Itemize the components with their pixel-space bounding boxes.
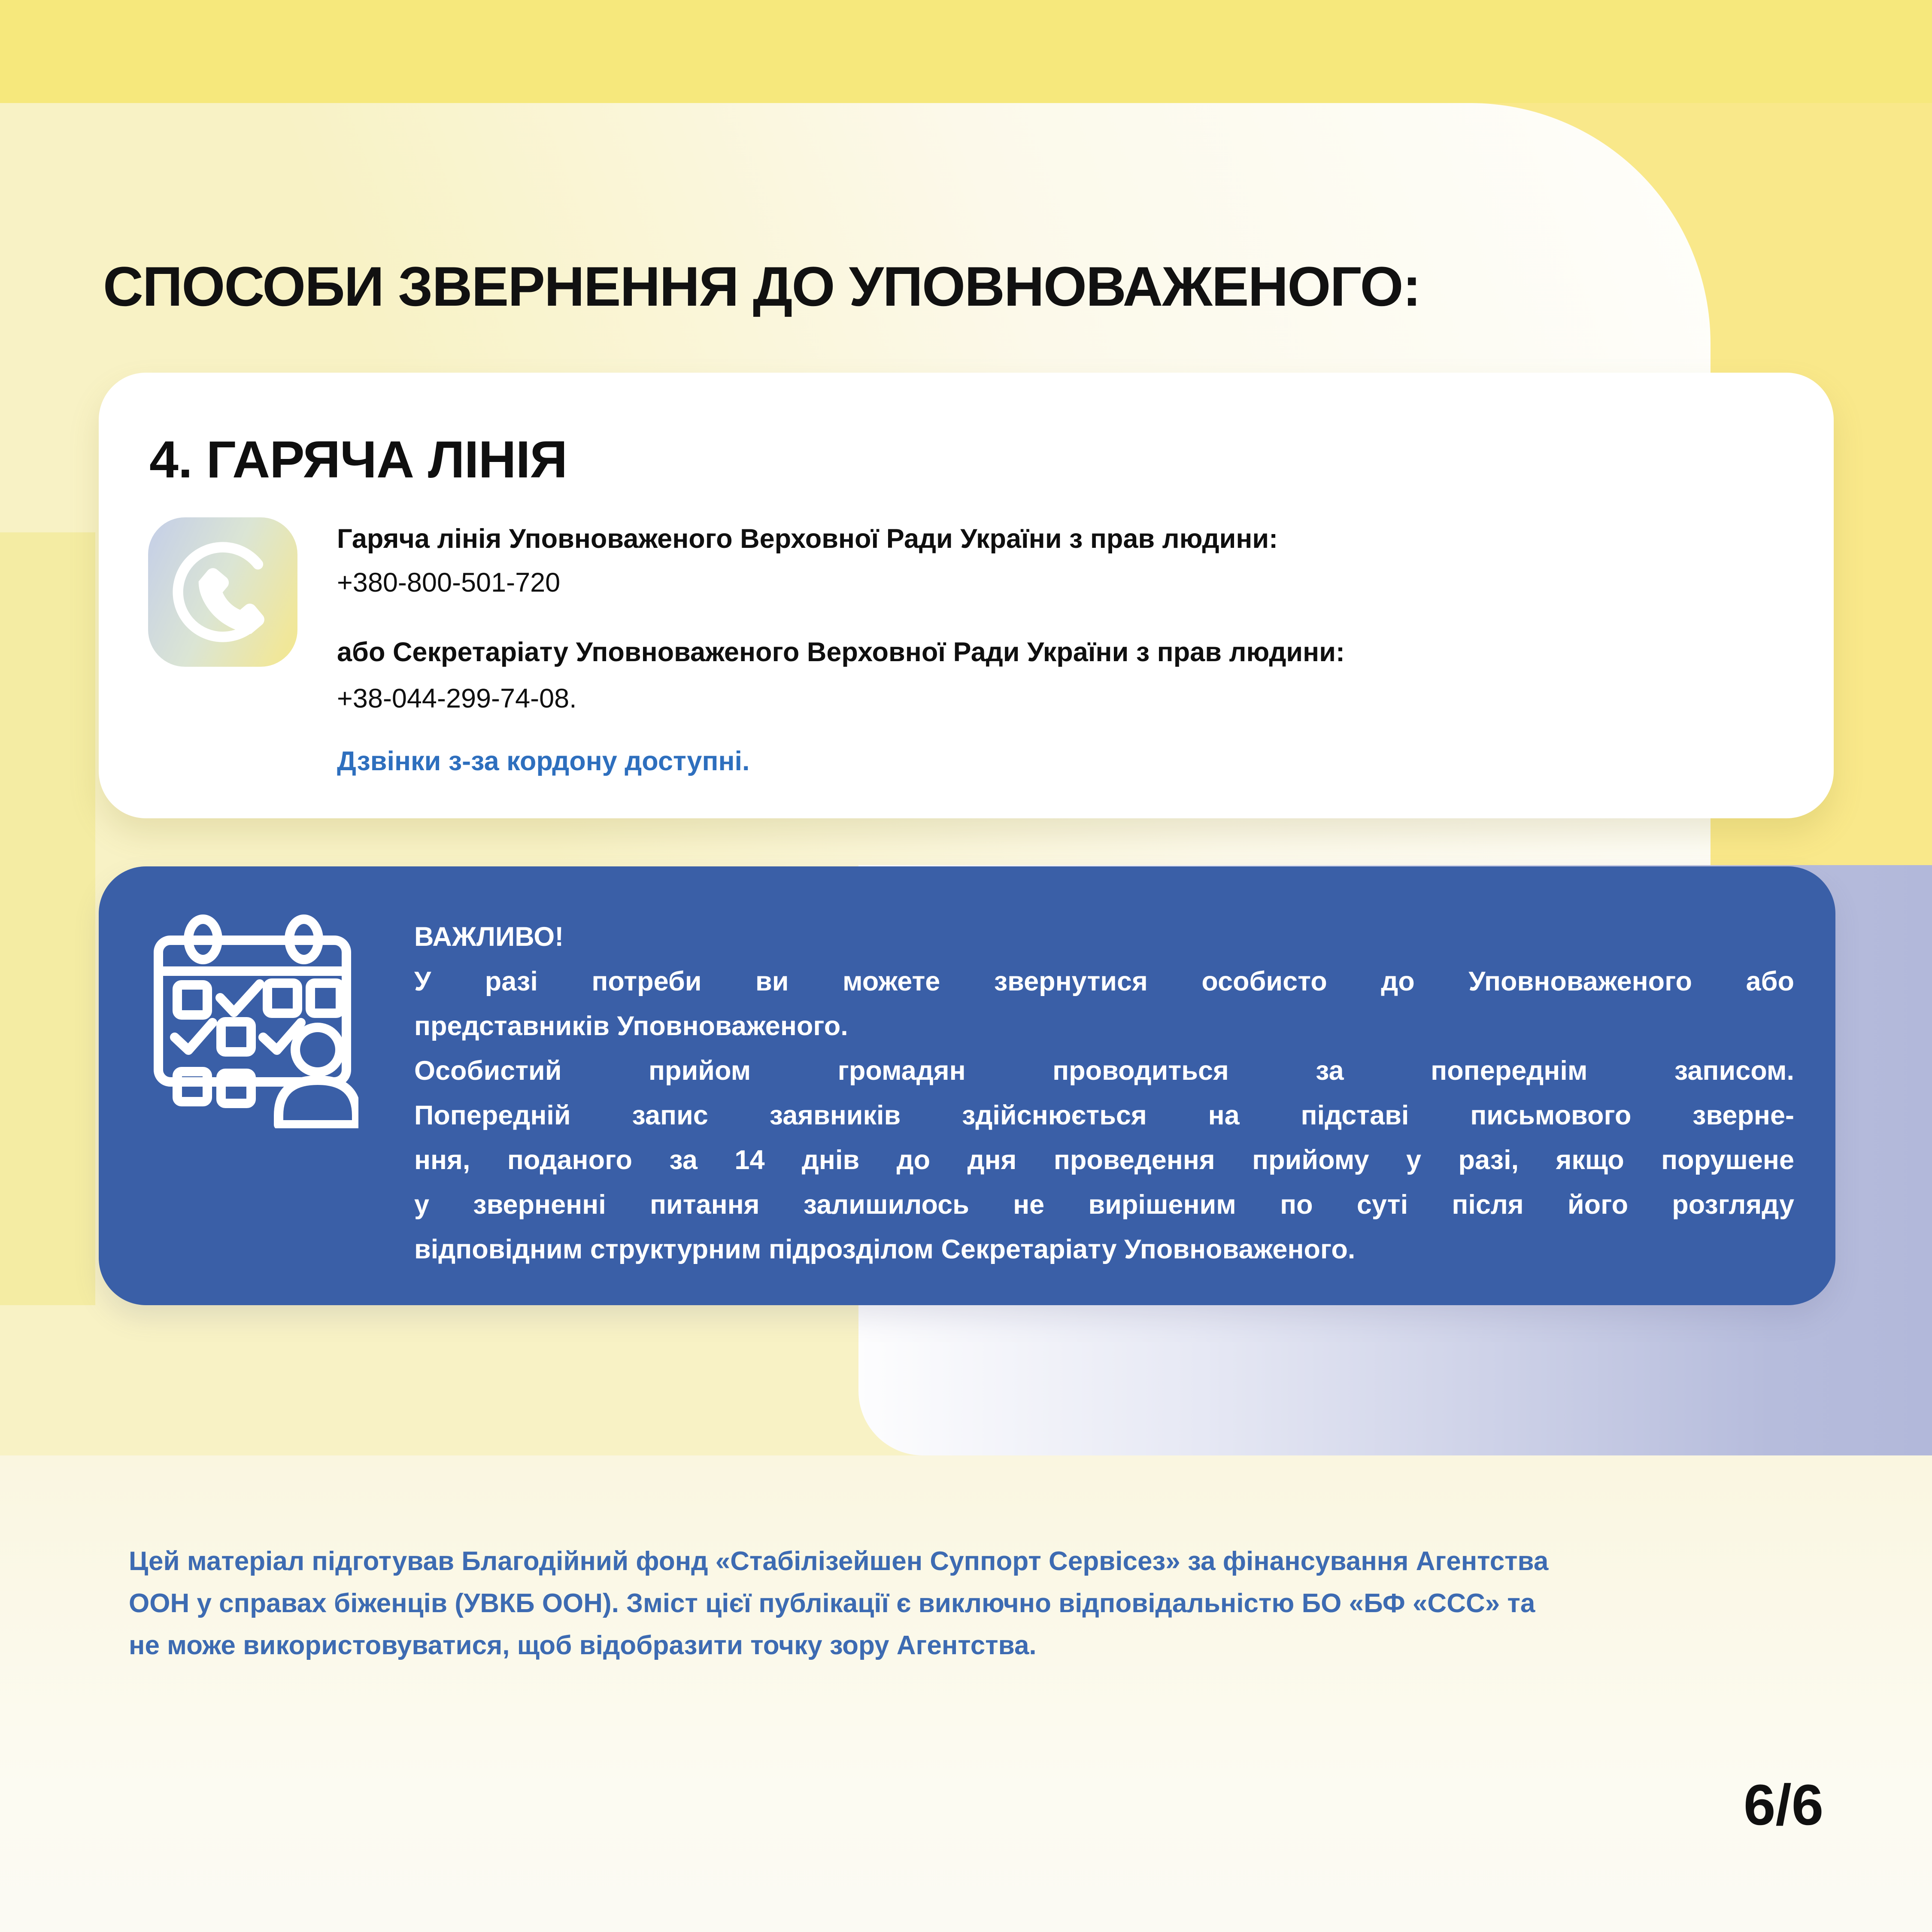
important-line-1: У разі потреби ви можете звернутися особисто до Уповноваженого або: [414, 966, 1794, 996]
important-line-7: відповідним структурним підрозділом Секретаріату Уповноваженого.: [414, 1234, 1356, 1264]
hotline-abroad-note: Дзвінки з-за кордону доступні.: [337, 746, 750, 776]
page-number: 6/6: [1744, 1773, 1824, 1837]
top-yellow-band: [0, 0, 1932, 103]
hotline-line-2: або Секретаріату Уповноваженого Верховної Ради України з прав людини:: [337, 637, 1345, 667]
hotline-card-heading: 4. ГАРЯЧА ЛІНІЯ: [149, 430, 567, 489]
bottom-cream-area: [0, 1455, 1932, 1932]
calendar-checklist-icon: [152, 914, 358, 1128]
left-yellow-strip: [0, 532, 95, 1305]
important-line-3: Особистий прийом громадян проводиться за попереднім записом.: [414, 1056, 1794, 1086]
footer-line-2: ООН у справах біженців (УВКБ ООН). Зміст цієї публікації є виключно відповідальністю БО «БФ «ССС» та: [129, 1589, 1535, 1618]
important-line-4: Попередній запис заявників здійснюється на підставі письмового зверне-: [414, 1100, 1794, 1130]
footer-line-3: не може використовуватися, щоб відобразити точку зору Агентства.: [129, 1631, 1037, 1660]
page-title: СПОСОБИ ЗВЕРНЕННЯ ДО УПОВНОВАЖЕНОГО:: [103, 255, 1420, 318]
important-title: ВАЖЛИВО!: [414, 922, 564, 952]
hotline-line-1: Гаряча лінія Уповноваженого Верховної Ради України з прав людини:: [337, 524, 1278, 554]
important-line-5: ння, поданого за 14 днів до дня проведення прийому у разі, якщо порушене: [414, 1145, 1794, 1175]
hotline-number-2: +38-044-299-74-08.: [337, 683, 577, 714]
important-line-6: у зверненні питання залишилось не вирішеним по суті після його розгляду: [414, 1190, 1794, 1220]
footer-line-1: Цей матеріал підготував Благодійний фонд «Стабілізейшен Суппорт Сервісез» за фінансування Агентства: [129, 1546, 1549, 1576]
phone-icon: [148, 517, 297, 667]
hotline-number-1: +380-800-501-720: [337, 568, 561, 598]
important-line-2: представників Уповноваженого.: [414, 1011, 848, 1041]
